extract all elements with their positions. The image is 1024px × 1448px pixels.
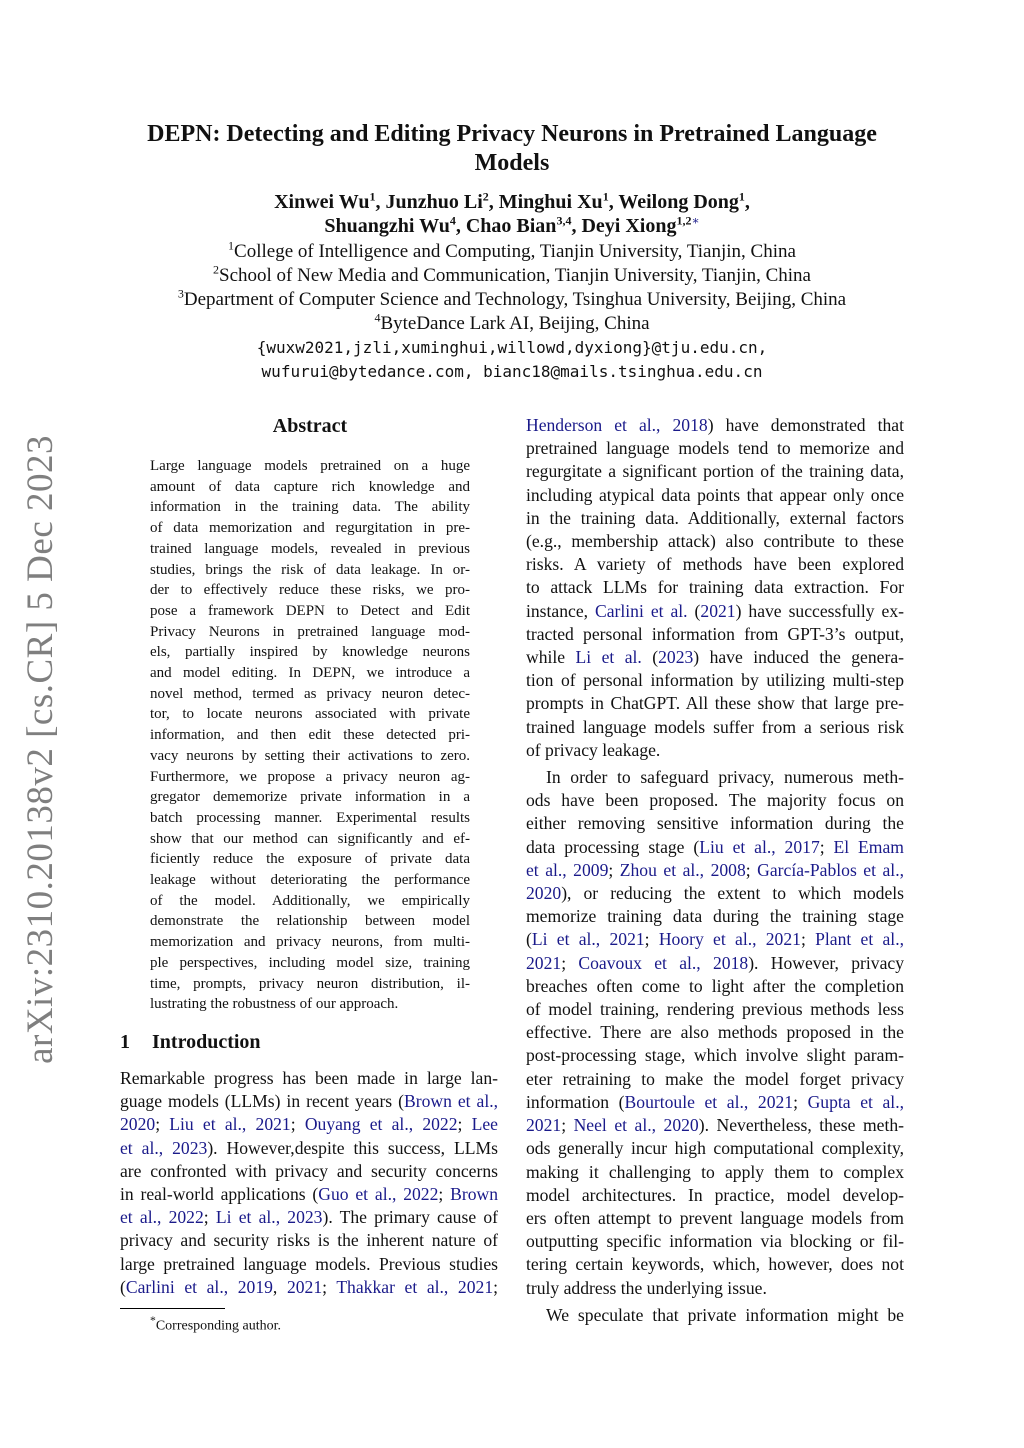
citation-link[interactable]: García-Pablos et al., [757, 859, 904, 880]
text-run: ; [608, 859, 620, 880]
author: Chao Bian$^{3,4}$ [465, 213, 572, 237]
text-run: ( [687, 600, 701, 621]
citation-link[interactable]: 2020 [526, 883, 562, 904]
email-line-2: wufurui@bytedance.com, bianc18@mails.tsinghua.edu.cn [261, 362, 763, 381]
text-run: data processing stage ( [526, 836, 700, 857]
text-run: ; [561, 1115, 574, 1136]
abstract-line: of data memorization and regurgitation in pre- [150, 520, 470, 537]
text-run: to attack LLMs for training data extraction. For [526, 577, 904, 598]
text-line [526, 530, 904, 553]
text-line [526, 1184, 904, 1207]
text-run: ). The primary cause of [322, 1207, 498, 1228]
introduction-right-column [526, 414, 904, 1327]
corresponding-mark: ∗ [691, 213, 700, 228]
abstract-line: and model editing. In DEPN, we introduce a [150, 665, 470, 682]
abstract-line: show that our method can significantly and ef- [150, 830, 470, 847]
text-line [120, 1183, 498, 1206]
citation-link[interactable]: 2023 [658, 647, 694, 668]
text-run: (e.g., membership attack) also contribute to these [526, 531, 904, 552]
citation-link[interactable]: Plant et al., [815, 929, 904, 950]
text-run: of privacy leakage. [526, 739, 661, 760]
text-run: ; [322, 1276, 337, 1297]
text-run: tion of personal information by utilizing multi-step [526, 670, 904, 691]
text-run: including atypical data points that appear only once [526, 484, 904, 505]
text-line [526, 646, 904, 669]
text-run: ; [290, 1114, 305, 1135]
text-run: outputting specific information via blocking or fil- [526, 1231, 904, 1252]
citation-link[interactable]: Liu et al., 2021 [169, 1114, 291, 1135]
citation-link[interactable]: Carlini et al., 2019 [125, 1276, 273, 1297]
arxiv-id-text: arXiv:2310.20138v2 [cs.CR] 5 Dec 2023 [19, 435, 61, 1064]
text-run: privacy and security risks is the inherent nature of [120, 1230, 498, 1251]
abstract-line: gregator dememorize private information in a [150, 789, 470, 806]
citation-link[interactable]: Brown [450, 1184, 498, 1205]
abstract-line: batch processing manner. Experimental results [150, 809, 470, 826]
abstract-line: Furthermore, we propose a privacy neuron ag- [150, 768, 470, 785]
text-run: effective. There are also methods proposed in the [526, 1022, 904, 1043]
citation-link[interactable]: Lee [471, 1114, 498, 1135]
email-line-1: {wuxw2021,jzli,xuminghui,willowd,dyxiong}@tju.edu.cn, [256, 338, 768, 357]
text-line [120, 1090, 498, 1113]
author: Shuangzhi Wu$^4$ [324, 213, 456, 237]
citation-link[interactable]: Zhou et al., 2008 [619, 859, 746, 880]
affiliations [100, 240, 924, 384]
affiliation: $^1$College of Intelligence and Computing, Tianjin University, Tianjin, China [228, 238, 796, 262]
abstract-line: ficiently reduce the exposure of private data [150, 851, 470, 868]
author: Weilong Dong$^1$ [618, 189, 745, 213]
text-run: ) have induced the genera- [693, 647, 904, 668]
text-run: risks. A variety of methods have been explored [526, 554, 904, 575]
author: Xinwei Wu$^1$ [274, 189, 376, 213]
text-run: ; [493, 1276, 499, 1297]
abstract-line: demonstrate the relationship between model [150, 913, 470, 930]
text-line [526, 975, 904, 998]
text-run: ods generally incur high computational complexity, [526, 1138, 904, 1159]
citation-link[interactable]: Li et al., 2021 [531, 929, 645, 950]
text-line [526, 669, 904, 692]
abstract-line: trained language models, revealed in previous [150, 540, 470, 557]
text-line [526, 692, 904, 715]
author-list [120, 190, 904, 238]
text-line [526, 1021, 904, 1044]
abstract-line: novel method, termed as privacy neuron detec- [150, 685, 470, 702]
paper-title [120, 120, 904, 178]
text-line [120, 1276, 498, 1299]
text-run: , [272, 1276, 287, 1297]
text-line [526, 1114, 904, 1137]
abstract-heading: Abstract [272, 415, 348, 437]
text-line [526, 414, 904, 437]
text-line [526, 1091, 904, 1114]
abstract-line: der to effectively reduce these risks, we pro- [150, 582, 470, 599]
text-run: ( [120, 1276, 126, 1297]
text-run: We speculate that private information might be [546, 1304, 904, 1325]
citation-link[interactable]: Hoory et al., 2021 [658, 929, 801, 950]
text-line [526, 1207, 904, 1230]
citation-link[interactable]: Coavoux et al., 2018 [578, 952, 749, 973]
text-line [526, 1304, 904, 1327]
text-run: ( [526, 929, 532, 950]
text-line [526, 766, 904, 789]
citation-link[interactable]: Carlini et al. [595, 600, 688, 621]
text-line [526, 812, 904, 835]
text-line [120, 1253, 498, 1276]
text-run: while [526, 647, 576, 668]
text-run: ) have successfully ex- [735, 600, 904, 621]
text-line [526, 1044, 904, 1067]
abstract-line: pose a framework DEPN to Detect and Edit [150, 602, 470, 619]
text-run: ( [641, 647, 659, 668]
affiliation: $^4$ByteDance Lark AI, Beijing, China [374, 310, 650, 334]
text-line [120, 1206, 498, 1229]
text-line [526, 836, 904, 859]
text-line [526, 600, 904, 623]
footnote-text: Corresponding author. [155, 1318, 282, 1334]
text-line [526, 1230, 904, 1253]
abstract-line: information in the training data. The ability [150, 499, 470, 516]
text-line [526, 1137, 904, 1160]
text-run: information ( [526, 1091, 625, 1112]
text-run: tracted personal information from GPT-3’s output, [526, 623, 904, 644]
text-line [526, 623, 904, 646]
text-run: ). However,despite this success, LLMs [207, 1137, 498, 1158]
text-run: either removing sensitive information during the [526, 813, 904, 834]
text-run: tering certain keywords, which, however, does not [526, 1254, 904, 1275]
citation-link[interactable]: Guo et al., 2022 [318, 1184, 439, 1205]
text-line [120, 1113, 498, 1136]
citation-link[interactable]: Ouyang et al., 2022 [304, 1114, 458, 1135]
citation-link[interactable]: El Emam [833, 836, 904, 857]
text-run: in the training data. Additionally, external factors [526, 507, 904, 528]
text-line [120, 1137, 498, 1160]
text-line [526, 716, 904, 739]
text-run: ; [203, 1207, 216, 1228]
abstract-line: information, and then edit these detected pri- [150, 727, 470, 744]
abstract-line: studies, brings the risk of data leakage. In or- [150, 561, 470, 578]
text-run: ). However, privacy [748, 952, 904, 973]
affiliation: $^3$Department of Computer Science and Technology, Tsinghua University, Beijing, China [177, 286, 847, 310]
author: Minghui Xu$^1$ [498, 189, 609, 213]
text-line [526, 553, 904, 576]
text-run: are confronted with privacy and security concerns [120, 1160, 498, 1181]
text-line [526, 507, 904, 530]
section-heading-introduction [120, 1030, 261, 1054]
text-line [526, 484, 904, 507]
text-line [526, 998, 904, 1021]
footnote-rule [120, 1308, 225, 1309]
citation-link[interactable]: et al., 2023 [120, 1137, 208, 1158]
citation-link[interactable]: Brown et al., [403, 1091, 499, 1112]
introduction-left-column [120, 1067, 498, 1299]
abstract-line: time, prompts, privacy neuron distribution, il- [150, 975, 470, 992]
text-run: ; [561, 952, 579, 973]
citation-link[interactable]: et al., 2022 [120, 1207, 204, 1228]
text-run: ). Nevertheless, these meth- [698, 1115, 904, 1136]
footnote [150, 1312, 281, 1336]
text-line [526, 1277, 904, 1300]
abstract-line: of the model. Additionally, we empirically [150, 892, 470, 909]
text-line [526, 437, 904, 460]
section-number: 1 [120, 1031, 130, 1053]
author: Deyi Xiong$^{1,2∗}$ [581, 213, 700, 237]
abstract-body [150, 456, 470, 1015]
text-run: memorize training data during the training stage [526, 906, 904, 927]
author-line-2: Shuangzhi Wu$^4$, Chao Bian$^{3,4}$, Deyi Xiong$^{1,2∗}$ [324, 213, 700, 237]
text-run: in real-world applications ( [120, 1184, 319, 1205]
citation-link[interactable]: et al., 2009 [526, 859, 609, 880]
abstract-line: memorization and privacy neurons, from multi- [150, 934, 470, 951]
text-run: ; [457, 1114, 472, 1135]
text-run: model architectures. In practice, model develop- [526, 1184, 904, 1205]
text-run: ; [438, 1184, 451, 1205]
text-run: guage models (LLMs) in recent years ( [120, 1091, 404, 1112]
text-line [526, 859, 904, 882]
text-line [526, 882, 904, 905]
citation-link[interactable]: 2021 [700, 600, 736, 621]
citation-link[interactable]: Thakkar et al., 2021 [336, 1276, 494, 1297]
abstract-line: vacy neurons by setting their activations to zero. [150, 747, 470, 764]
text-run: making it challenging to apply them to complex [526, 1161, 904, 1182]
text-line [120, 1229, 498, 1252]
abstract-line: els, partially inspired by knowledge neurons [150, 644, 470, 661]
affiliation: $^2$School of New Media and Communication, Tianjin University, Tianjin, China [213, 262, 811, 286]
text-run: instance, [526, 600, 595, 621]
abstract-line: Privacy Neurons in pretrained language mod- [150, 623, 470, 640]
text-run: post-processing stage, which involve slight param- [526, 1045, 904, 1066]
text-run: eter retraining to make the model forget privacy [526, 1068, 904, 1089]
text-line [526, 1161, 904, 1184]
text-run: large pretrained language models. Previous studies [120, 1253, 498, 1274]
citation-link[interactable]: Liu et al., 2017 [699, 836, 820, 857]
footnote-mark: * [150, 1314, 156, 1327]
text-line [526, 789, 904, 812]
title-line-2: Models [474, 150, 550, 176]
text-line [526, 1253, 904, 1276]
text-run: ers often attempt to prevent language models from [526, 1207, 904, 1228]
abstract-line: ple perspectives, including model size, training [150, 954, 470, 971]
text-run: ) have demonstrated that [707, 415, 904, 435]
text-run: ; [745, 859, 758, 880]
citation-link[interactable]: Bourtoule et al., 2021 [624, 1091, 794, 1112]
title-line-1: DEPN: Detecting and Editing Privacy Neurons in Pretrained Language [147, 121, 877, 147]
abstract-line: amount of data capture rich knowledge and [150, 478, 470, 495]
abstract-line: leakage without deteriorating the performance [150, 872, 470, 889]
abstract-line: lustrating the robustness of our approach. [150, 996, 399, 1013]
text-line [526, 460, 904, 483]
author: Junzhuo Li$^2$ [385, 189, 489, 213]
text-line [120, 1067, 498, 1090]
text-run: ; [800, 929, 816, 950]
abstract-line: tor, to locate neurons associated with private [150, 706, 470, 723]
author-line-1: Xinwei Wu$^1$, Junzhuo Li$^2$, Minghui Xu$^1$, Weilong Dong$^1$, [274, 189, 750, 213]
text-line [120, 1160, 498, 1183]
text-run: ; [793, 1091, 808, 1112]
citation-link[interactable]: Li et al., 2023 [215, 1207, 323, 1228]
citation-link[interactable]: 2021 [526, 952, 562, 973]
citation-link[interactable]: 2021 [526, 1115, 562, 1136]
text-run: ), or reducing the extent to which models [561, 883, 904, 904]
citation-link[interactable]: 2021 [286, 1276, 323, 1297]
citation-link[interactable]: 2020 [120, 1114, 156, 1135]
text-line [526, 905, 904, 928]
section-title: Introduction [152, 1031, 261, 1053]
abstract-line: Large language models pretrained on a huge [150, 458, 470, 474]
arxiv-sidebar-stamp [18, 435, 62, 1064]
text-run: ; [644, 929, 659, 950]
citation-link[interactable]: Gupta et al., [807, 1091, 904, 1112]
text-run: In order to safeguard privacy, numerous meth- [546, 767, 904, 788]
text-run: prompts in ChatGPT. All these show that large pre- [526, 693, 904, 714]
text-run: ods have been proposed. The majority focus on [526, 790, 904, 811]
citation-link[interactable]: Neel et al., 2020 [573, 1115, 699, 1136]
text-run: breaches often come to light after the completion [526, 975, 904, 996]
text-run: Remarkable progress has been made in large lan- [120, 1068, 498, 1088]
text-run: of model training, rendering previous methods less [526, 999, 904, 1020]
text-line [526, 928, 904, 951]
text-run: truly address the underlying issue. [526, 1277, 767, 1298]
text-line [526, 576, 904, 599]
text-run: ; [819, 836, 834, 857]
citation-link[interactable]: Li et al. [575, 647, 642, 668]
text-line [526, 1068, 904, 1091]
text-line [526, 739, 904, 762]
text-run: pretrained language models tend to memorize and [526, 438, 904, 459]
text-line [526, 952, 904, 975]
text-run: trained language models suffer from a serious risk [526, 716, 904, 737]
text-run: regurgitate a significant portion of the training data, [526, 461, 904, 482]
text-run: ; [155, 1114, 170, 1135]
citation-link[interactable]: Henderson et al., 2018 [526, 415, 708, 435]
